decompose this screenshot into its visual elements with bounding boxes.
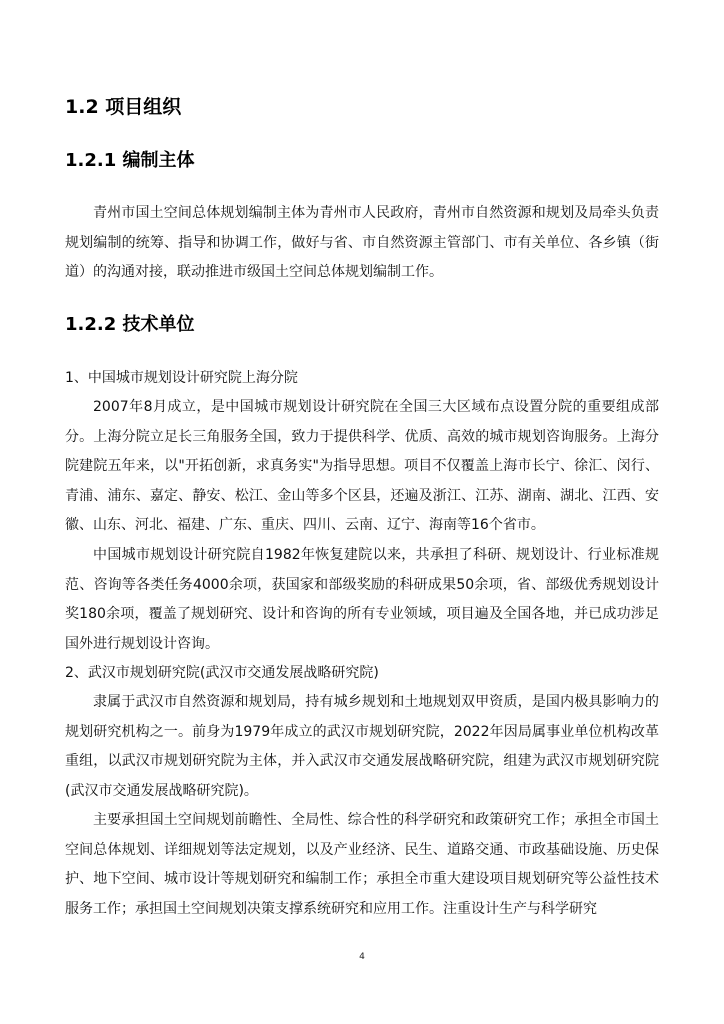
unit-2-paragraph-2: 主要承担国土空间规划前瞻性、全局性、综合性的科学研究和政策研究工作；承担全市国土空间总体规划、详细规划等法定规划，以及产业经济、民生、道路交通、市政基础设施、历史保护、地下空间、城市设计等规划研究和编制工作；承担全市重大建设项目规划研究等公益性技术服务工作；承担国土空间规划决策支撑系统研究和应用工作。注重设计生产与科学研究 [65,812,659,917]
section-heading: 1.2 项目组织 [65,96,182,118]
page-number: 4 [359,952,365,962]
unit-1-paragraph-2: 中国城市规划设计研究院自1982年恢复建院以来，共承担了科研、规划设计、行业标准规范、咨询等各类任务4000余项，获国家和部级奖励的科研成果50余项，省、部级优秀规划设计奖180余项，覆盖了规划研究、设计和咨询的所有专业领域，项目遍及全国各地，并已成功涉足国外进行规划设计咨询。 [65,547,659,652]
unit-2-title: 2、武汉市规划研究院(武汉市交通发展战略研究院) [65,665,379,681]
subsection-heading-compilation-subject: 1.2.1 编制主体 [65,150,195,171]
unit-2-paragraph-1: 隶属于武汉市自然资源和规划局，持有城乡规划和土地规划双甲资质，是国内极具影响力的规划研究机构之一。前身为1979年成立的武汉市规划研究院，2022年因局属事业单位机构改革重组，以武汉市规划研究院为主体，并入武汉市交通发展战略研究院，组建为武汉市规划研究院(武汉市交通发展战略研究院)。 [65,694,659,799]
unit-1-paragraph-1: 2007年8月成立，是中国城市规划设计研究院在全国三大区域布点设置分院的重要组成部分。上海分院立足长三角服务全国，致力于提供科学、优质、高效的城市规划咨询服务。上海分院建院五年来，以"开拓创新，求真务实"为指导思想。项目不仅覆盖上海市长宁、徐汇、闵行、青浦、浦东、嘉定、静安、松江、金山等多个区县，还遍及浙江、江苏、湖南、湖北、江西、安徽、山东、河北、福建、广东、重庆、四川、云南、辽宁、海南等16个省市。 [65,399,659,533]
subsection-heading-technical-units: 1.2.2 技术单位 [65,314,195,335]
paragraph-compilation-subject: 青州市国土空间总体规划编制主体为青州市人民政府，青州市自然资源和规划及局牵头负责规划编制的统筹、指导和协调工作，做好与省、市自然资源主管部门、市有关单位、各乡镇（街道）的沟通对接，联动推进市级国土空间总体规划编制工作。 [65,205,659,280]
unit-1-title: 1、中国城市规划设计研究院上海分院 [65,370,298,386]
